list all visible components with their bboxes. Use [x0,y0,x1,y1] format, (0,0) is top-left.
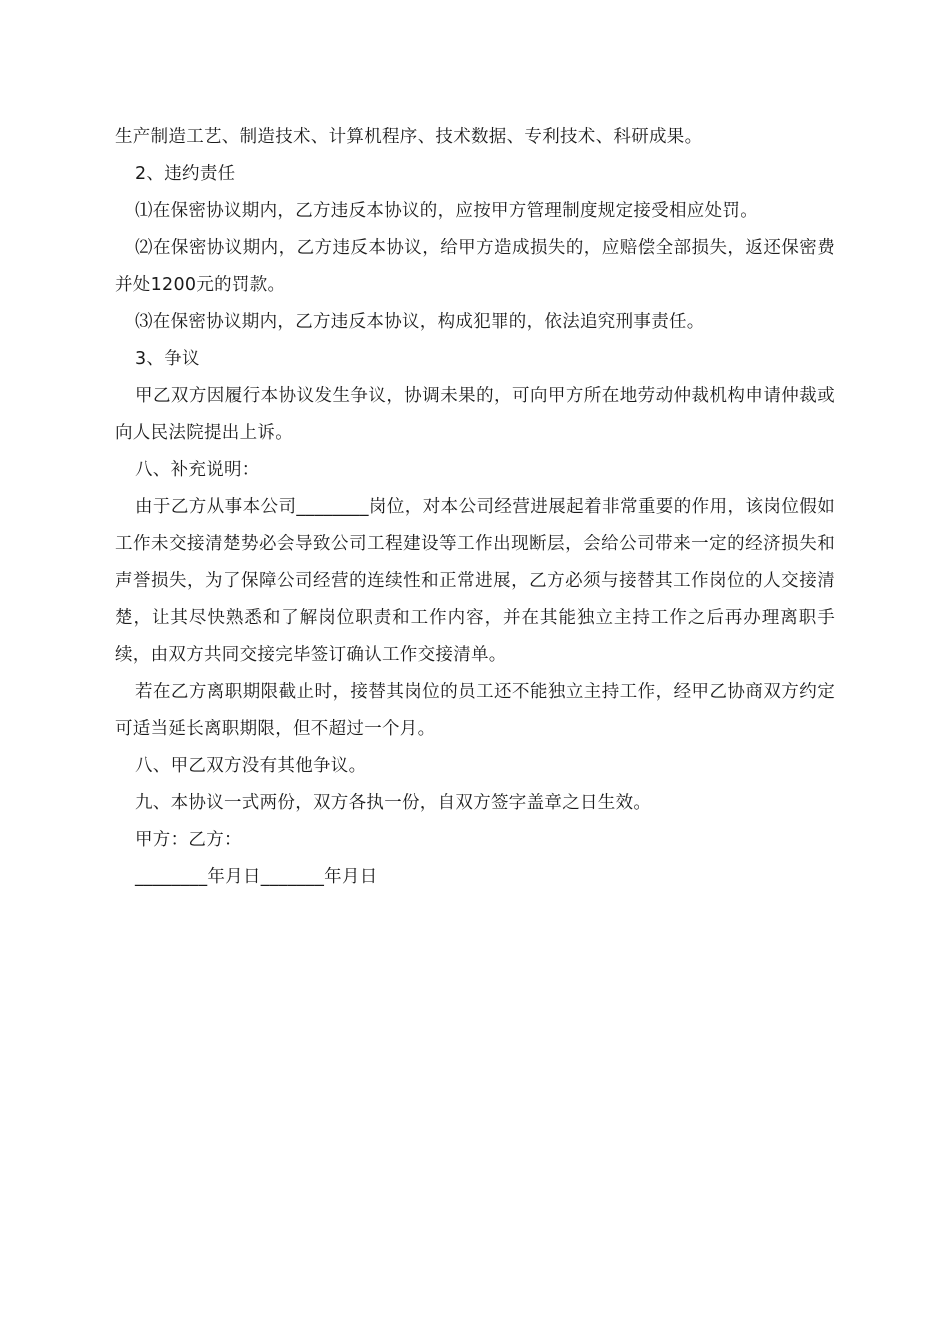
paragraph: ⑴在保密协议期内，乙方违反本协议的，应按甲方管理制度规定接受相应处罚。 [135,201,758,221]
signature-parties: 甲方：乙方： [135,830,242,850]
paragraph: 由于乙方从事本公司________岗位，对本公司经营进展起着非常重要的作用，该岗位假如工作未交接清楚势必会导致公司工程建设等工作出现断层，会给公司带来一定的经济损失和声誉损失，为了保障公司经营的连续性和正常进展，乙方必须与接替其工作岗位的人交接清楚，让其尽快熟悉和了解岗位职责和工作内容，并在其能独立主持工作之后再办理离职手续，由双方共同交接完毕签订确认工作交接清单。 [115,497,835,665]
paragraph: ⑵在保密协议期内，乙方违反本协议，给甲方造成损失的，应赔偿全部损失，返还保密费并处1200元的罚款。 [115,238,835,295]
section-heading: 八、补充说明： [135,460,260,480]
paragraph: ⑶在保密协议期内，乙方违反本协议，构成犯罪的，依法追究刑事责任。 [135,312,705,332]
document-body [115,119,835,896]
section-heading: 2、违约责任 [135,164,236,184]
section-heading: 3、争议 [135,349,200,369]
paragraph: 若在乙方离职期限截止时，接替其岗位的员工还不能独立主持工作，经甲乙协商双方约定可适当延长离职期限，但不超过一个月。 [115,682,835,739]
signature-dates: ________年月日_______年月日 [135,867,378,887]
section-heading: 九、本协议一式两份，双方各执一份，自双方签字盖章之日生效。 [135,793,652,813]
paragraph: 生产制造工艺、制造技术、计算机程序、技术数据、专利技术、科研成果。 [115,127,703,147]
paragraph: 甲乙双方因履行本协议发生争议，协调未果的，可向甲方所在地劳动仲裁机构申请仲裁或向人民法院提出上诉。 [115,386,835,443]
section-heading: 八、甲乙双方没有其他争议。 [135,756,367,776]
